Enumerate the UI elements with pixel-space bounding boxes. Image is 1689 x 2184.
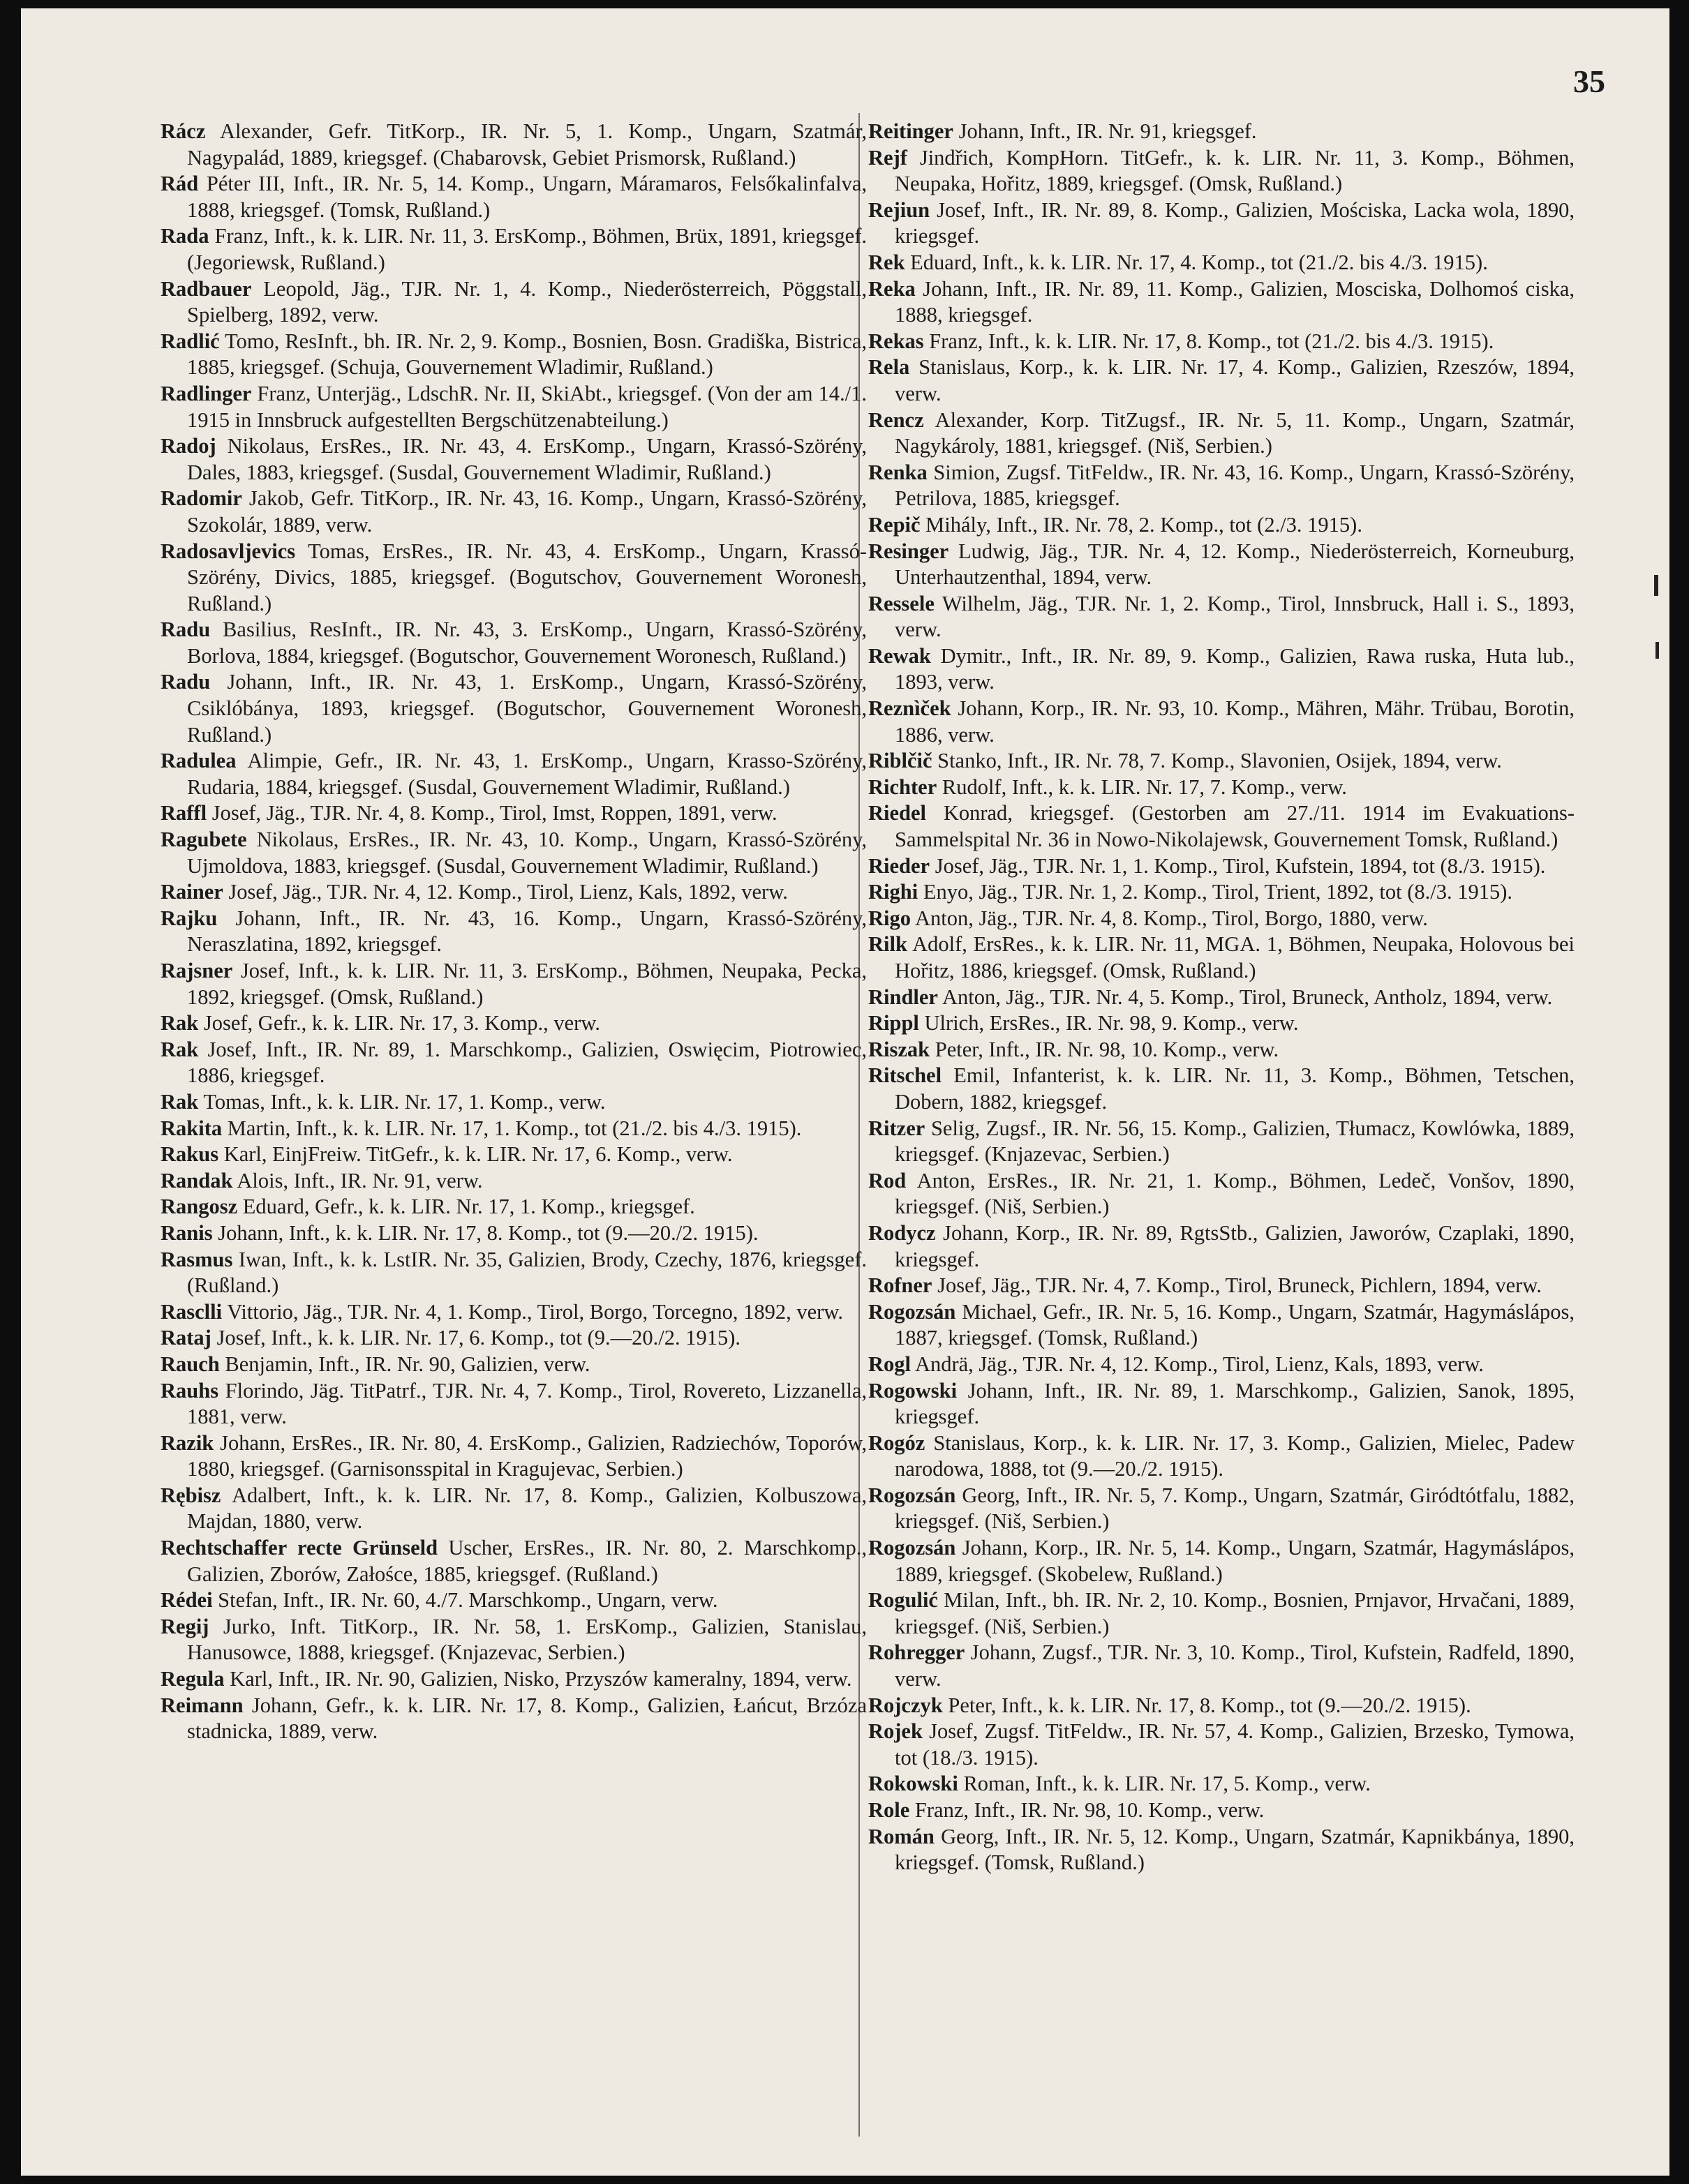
entry-surname: Rogl xyxy=(868,1352,911,1376)
register-entry xyxy=(868,1797,1575,1824)
entry-surname: Radlić xyxy=(161,329,220,353)
entry-surname: Rejiun xyxy=(868,197,930,222)
entry-details: Johann, Inft., IR. Nr. 43, 1. ErsKomp., Ungarn, Krassó-Szörény, Csiklóbánya, 1893, kriegsgef. (Bogutschor, Gouvernement Woronesh, Rußland.) xyxy=(187,670,867,747)
entry-surname: Radulea xyxy=(161,749,237,773)
entry-surname: Rajsner xyxy=(161,959,233,982)
register-entry xyxy=(868,354,1575,407)
entry-surname: Radu xyxy=(161,618,211,642)
entry-surname: Rojczyk xyxy=(868,1693,943,1717)
entry-details: Josef, Jäg., TJR. Nr. 4, 12. Komp., Tirol, Lienz, Kals, 1892, verw. xyxy=(228,880,788,904)
entry-details: Simion, Zugsf. TitFeldw., IR. Nr. 43, 16. Komp., Ungarn, Krassó-Szörény, Petrilova, 1885, kriegsgef. xyxy=(895,460,1575,511)
register-entry xyxy=(161,617,867,669)
entry-surname: Rencz xyxy=(868,407,924,432)
register-entry xyxy=(868,1587,1575,1640)
register-entry xyxy=(868,1483,1575,1535)
entry-details: Karl, EinjFreiw. TitGefr., k. k. LIR. Nr. 17, 6. Komp., verw. xyxy=(223,1142,733,1167)
entry-surname: Rauhs xyxy=(161,1378,219,1403)
entry-details: Stefan, Inft., IR. Nr. 60, 4./7. Marschkomp., Ungarn, verw. xyxy=(218,1588,718,1613)
entry-details: Johann, Inft., IR. Nr. 43, 16. Komp., Ungarn, Krassó-Szörény, Neraszlatina, 1892, kriegsgef. xyxy=(187,906,867,957)
entry-details: Peter, Inft., k. k. LIR. Nr. 17, 8. Komp., tot (9.—20./2. 1915). xyxy=(948,1693,1471,1717)
entry-surname: Rigo xyxy=(868,906,911,930)
entry-details: Alimpie, Gefr., IR. Nr. 43, 1. ErsKomp., Ungarn, Krasso-Szörény, Rudaria, 1884, kriegsgef. (Susdal, Gouvernement Wladimir, Rußland.) xyxy=(187,749,867,799)
entry-details: Stanislaus, Korp., k. k. LIR. Nr. 17, 3. Komp., Galizien, Mielec, Padew narodowa, 1888, tot (9.—20./2. 1915). xyxy=(895,1430,1575,1481)
entry-details: Johann, ErsRes., IR. Nr. 80, 4. ErsKomp., Galizien, Radziechów, Toporów, 1880, kriegsgef. (Garnisonsspital in Kragujevac, Serbien.) xyxy=(187,1430,867,1481)
entry-details: Jurko, Inft. TitKorp., IR. Nr. 58, 1. ErsKomp., Galizien, Stanislau, Hanusowce, 1888, kriegsgef. (Knjazevac, Serbien.) xyxy=(187,1614,867,1665)
entry-surname: Riedel xyxy=(868,801,927,825)
entry-details: Eduard, Gefr., k. k. LIR. Nr. 17, 1. Komp., kriegsgef. xyxy=(242,1195,695,1219)
entry-details: Josef, Gefr., k. k. LIR. Nr. 17, 3. Komp., verw. xyxy=(203,1011,600,1035)
register-entry xyxy=(868,906,1575,932)
entry-details: Johann, Inft., IR. Nr. 91, kriegsgef. xyxy=(958,119,1257,143)
entry-details: Johann, Inft., IR. Nr. 89, 1. Marschkomp., Galizien, Sanok, 1895, kriegsgef. xyxy=(895,1378,1575,1429)
register-entry xyxy=(161,827,867,879)
register-entry xyxy=(868,1168,1575,1220)
entry-details: Martin, Inft., k. k. LIR. Nr. 17, 1. Komp., tot (21./2. bis 4./3. 1915). xyxy=(227,1116,802,1140)
register-entry xyxy=(868,1824,1575,1876)
register-entry xyxy=(161,958,867,1010)
entry-surname: Rofner xyxy=(868,1273,932,1298)
register-entry xyxy=(868,539,1575,591)
entry-surname: Radu xyxy=(161,670,211,694)
entry-details: Rudolf, Inft., k. k. LIR. Nr. 17, 7. Komp., verw. xyxy=(942,775,1347,799)
entry-details: Stanislaus, Korp., k. k. LIR. Nr. 17, 4. Komp., Galizien, Rzeszów, 1894, verw. xyxy=(895,355,1575,405)
entry-details: Adalbert, Inft., k. k. LIR. Nr. 17, 8. Komp., Galizien, Kolbuszowa, Majdan, 1880, verw. xyxy=(187,1483,867,1534)
register-entry xyxy=(161,669,867,748)
register-entry xyxy=(868,879,1575,906)
entry-surname: Rácz xyxy=(161,119,206,143)
scan-edge-mark xyxy=(1654,575,1658,596)
entry-surname: Rakita xyxy=(161,1116,223,1140)
entry-surname: Richter xyxy=(868,775,937,799)
entry-surname: Rasclli xyxy=(161,1299,223,1324)
entry-surname: Radoj xyxy=(161,434,216,458)
entry-surname: Rogulić xyxy=(868,1588,938,1613)
register-entry xyxy=(161,276,867,329)
scan-edge-mark xyxy=(1655,642,1659,659)
entry-surname: Rakus xyxy=(161,1142,219,1167)
entry-surname: Rajku xyxy=(161,906,218,930)
entry-details: Milan, Inft., bh. IR. Nr. 2, 10. Komp., Bosnien, Prnjavor, Hrvačani, 1889, kriegsgef. (Niš, Serbien.) xyxy=(895,1588,1575,1638)
entry-surname: Reka xyxy=(868,276,916,301)
entry-details: Johann, Korp., IR. Nr. 5, 14. Komp., Ungarn, Szatmár, Hagymáslápos, 1889, kriegsgef. (Skobelew, Rußland.) xyxy=(895,1536,1575,1586)
entry-details: Ludwig, Jäg., TJR. Nr. 4, 12. Komp., Niederösterreich, Korneuburg, Unterhautzenthal, 1894, verw. xyxy=(895,539,1575,590)
register-entry xyxy=(161,1247,867,1299)
entry-details: Josef, Inft., k. k. LIR. Nr. 11, 3. ErsKomp., Böhmen, Neupaka, Pecka, 1892, kriegsgef. (Omsk, Rußland.) xyxy=(187,959,867,1009)
entry-details: Anton, Jäg., TJR. Nr. 4, 8. Komp., Tirol, Borgo, 1880, verw. xyxy=(914,906,1428,930)
entry-surname: Rippl xyxy=(868,1011,919,1035)
entry-details: Karl, Inft., IR. Nr. 90, Galizien, Nisko, Przyszów kameralny, 1894, verw. xyxy=(230,1667,852,1691)
entry-details: Adolf, ErsRes., k. k. LIR. Nr. 11, MGA. 1, Böhmen, Neupaka, Holovous bei Hořitz, 1886, kriegsgef. (Omsk, Rußland.) xyxy=(895,932,1575,982)
entry-surname: Rak xyxy=(161,1089,199,1114)
entry-surname: Rindler xyxy=(868,985,938,1009)
entry-details: Emil, Infanterist, k. k. LIR. Nr. 11, 3. Komp., Böhmen, Tetschen, Dobern, 1882, kriegsgef. xyxy=(895,1063,1575,1114)
entry-details: Jakob, Gefr. TitKorp., IR. Nr. 43, 16. Komp., Ungarn, Krassó-Szörény, Szokolár, 1889, verw. xyxy=(187,486,867,537)
register-entry xyxy=(868,696,1575,748)
entry-details: Josef, Jäg., TJR. Nr. 4, 7. Komp., Tirol, Bruneck, Pichlern, 1894, verw. xyxy=(937,1273,1542,1298)
entry-details: Josef, Inft., k. k. LIR. Nr. 17, 6. Komp., tot (9.—20./2. 1915). xyxy=(216,1326,741,1350)
register-entry xyxy=(868,853,1575,880)
entry-details: Johann, Gefr., k. k. LIR. Nr. 17, 8. Komp., Galizien, Łańcut, Brzóza stadnicka, 1889, verw. xyxy=(187,1693,867,1744)
register-entry xyxy=(161,906,867,958)
entry-details: Nikolaus, ErsRes., IR. Nr. 43, 10. Komp., Ungarn, Krassó-Szörény, Ujmoldova, 1883, kriegsgef. (Susdal, Gouvernement Wladimir, Rußland.) xyxy=(187,828,867,878)
entry-details: Eduard, Inft., k. k. LIR. Nr. 17, 4. Komp., tot (21./2. bis 4./3. 1915). xyxy=(910,250,1488,274)
register-entry xyxy=(868,119,1575,145)
register-entry xyxy=(868,1299,1575,1352)
entry-surname: Rejf xyxy=(868,145,907,170)
entry-surname: Raffl xyxy=(161,801,207,825)
entry-surname: Rak xyxy=(161,1037,199,1061)
register-entry xyxy=(868,1352,1575,1378)
entry-surname: Rád xyxy=(161,172,199,196)
entry-details: Wilhelm, Jäg., TJR. Nr. 1, 2. Komp., Tirol, Innsbruck, Hall i. S., 1893, verw. xyxy=(895,591,1575,642)
register-entry xyxy=(161,1693,867,1745)
entry-details: Basilius, ResInft., IR. Nr. 43, 3. ErsKomp., Ungarn, Krassó-Szörény, Borlova, 1884, kriegsgef. (Bogutschor, Gouvernement Woronesch, Rußland.) xyxy=(187,618,867,668)
entry-details: Johann, Korp., IR. Nr. 93, 10. Komp., Mähren, Mähr. Trübau, Borotin, 1886, verw. xyxy=(895,696,1575,747)
entry-surname: Rangosz xyxy=(161,1195,238,1219)
register-entry xyxy=(868,276,1575,329)
entry-surname: Ressele xyxy=(868,591,935,615)
register-entry xyxy=(161,1037,867,1089)
entry-details: Péter III, Inft., IR. Nr. 5, 14. Komp., Ungarn, Máramaros, Felsőkalinfalva, 1888, kriegsgef. (Tomsk, Rußland.) xyxy=(187,172,867,222)
entry-details: Georg, Inft., IR. Nr. 5, 7. Komp., Ungarn, Szatmár, Giródtótfalu, 1882, kriegsgef. (Niš, Serbien.) xyxy=(895,1483,1575,1534)
register-entry xyxy=(161,1614,867,1666)
register-entry xyxy=(868,250,1575,276)
register-entry xyxy=(161,171,867,223)
entry-surname: Radbauer xyxy=(161,276,252,301)
entry-surname: Rela xyxy=(868,355,910,380)
register-entry xyxy=(161,1010,867,1037)
entry-surname: Role xyxy=(868,1798,910,1822)
entry-surname: Razik xyxy=(161,1430,214,1455)
entry-surname: Riszak xyxy=(868,1037,930,1061)
entry-details: Alexander, Gefr. TitKorp., IR. Nr. 5, 1. Komp., Ungarn, Szatmár, Nagypalád, 1889, kriegsgef. (Chabarovsk, Gebiet Prismorsk, Rußland.) xyxy=(187,119,867,170)
entry-details: Anton, ErsRes., IR. Nr. 21, 1. Komp., Böhmen, Ledeč, Vonšov, 1890, kriegsgef. (Niš, Serbien.) xyxy=(895,1168,1575,1219)
register-entry xyxy=(161,800,867,827)
entry-surname: Ranis xyxy=(161,1220,213,1245)
register-entry xyxy=(868,1063,1575,1115)
entry-surname: Rieder xyxy=(868,853,930,878)
register-entry xyxy=(161,1194,867,1220)
register-entry xyxy=(868,985,1575,1011)
register-entry xyxy=(868,591,1575,643)
register-entry xyxy=(868,1010,1575,1037)
entry-surname: Resinger xyxy=(868,539,949,563)
entry-surname: Rauch xyxy=(161,1352,220,1376)
register-entry xyxy=(868,748,1575,775)
entry-details: Anton, Jäg., TJR. Nr. 4, 5. Komp., Tirol, Bruneck, Antholz, 1894, verw. xyxy=(942,985,1553,1009)
register-entry xyxy=(868,1640,1575,1692)
entry-surname: Rogozsán xyxy=(868,1483,956,1507)
entry-details: Stanko, Inft., IR. Nr. 78, 7. Komp., Slavonien, Osijek, 1894, verw. xyxy=(937,749,1502,773)
entry-surname: Rek xyxy=(868,250,905,274)
entry-surname: Ritschel xyxy=(868,1063,942,1088)
register-entry xyxy=(868,932,1575,984)
entry-details: Tomo, ResInft., bh. IR. Nr. 2, 9. Komp., Bosnien, Bosn. Gradiška, Bistrica, 1885, kriegsgef. (Schuja, Gouvernement Wladimir, Rußland.) xyxy=(187,329,867,380)
entry-surname: Rokowski xyxy=(868,1772,958,1796)
entry-surname: Reznìček xyxy=(868,696,951,721)
register-entry xyxy=(868,1693,1575,1719)
register-entry xyxy=(868,197,1575,250)
entry-surname: Rédei xyxy=(161,1588,213,1613)
entry-details: Leopold, Jäg., TJR. Nr. 1, 4. Komp., Niederösterreich, Pöggstall, Spielberg, 1892, verw. xyxy=(187,276,867,327)
entry-details: Johann, Zugsf., TJR. Nr. 3, 10. Komp., Tirol, Kufstein, Radfeld, 1890, verw. xyxy=(895,1640,1575,1691)
entry-surname: Reimann xyxy=(161,1693,244,1717)
entry-details: Konrad, kriegsgef. (Gestorben am 27./11. 1914 im Evakuations-Sammelspital Nr. 36 in Nowo-Nikolajewsk, Gouvernement Tomsk, Rußland.) xyxy=(895,801,1575,852)
entry-details: Johann, Inft., IR. Nr. 89, 11. Komp., Galizien, Mosciska, Dolhomoś ciska, 1888, kriegsgef. xyxy=(895,276,1575,327)
register-entry xyxy=(868,1378,1575,1430)
entry-surname: Rechtschaffer recte Grünseld xyxy=(161,1536,438,1560)
entry-details: Josef, Jäg., TJR. Nr. 4, 8. Komp., Tirol, Imst, Roppen, 1891, verw. xyxy=(211,801,777,825)
entry-surname: Rogozsán xyxy=(868,1299,956,1324)
register-entry xyxy=(868,407,1575,460)
entry-surname: Román xyxy=(868,1824,935,1848)
entry-details: Roman, Inft., k. k. LIR. Nr. 17, 5. Komp., verw. xyxy=(963,1772,1371,1796)
entry-surname: Regula xyxy=(161,1667,225,1691)
register-entry xyxy=(161,1666,867,1693)
entry-surname: Righi xyxy=(868,880,918,904)
register-entry xyxy=(161,381,867,433)
register-entry xyxy=(161,223,867,276)
register-entry xyxy=(161,1325,867,1352)
register-entry xyxy=(868,643,1575,696)
entry-surname: Rogóz xyxy=(868,1430,925,1455)
entry-details: Tomas, ErsRes., IR. Nr. 43, 4. ErsKomp., Ungarn, Krassó-Szörény, Divics, 1885, kriegsgef. (Bogutschov, Gouvernement Woronesh, Rußland.) xyxy=(187,539,867,615)
register-entry xyxy=(868,329,1575,355)
entry-details: Florindo, Jäg. TitPatrf., TJR. Nr. 4, 7. Komp., Tirol, Rovereto, Lizzanella, 1881, verw. xyxy=(187,1378,867,1429)
register-entry xyxy=(868,1430,1575,1483)
entry-details: Vittorio, Jäg., TJR. Nr. 4, 1. Komp., Tirol, Borgo, Torcegno, 1892, verw. xyxy=(227,1299,843,1324)
register-entry xyxy=(161,1220,867,1247)
register-entry xyxy=(868,775,1575,801)
register-entry xyxy=(868,460,1575,512)
entry-details: Iwan, Inft., k. k. LstIR. Nr. 35, Galizien, Brody, Czechy, 1876, kriegsgef. (Rußland.) xyxy=(187,1247,867,1298)
entry-surname: Radosavljevics xyxy=(161,539,296,563)
entry-details: Mihály, Inft., IR. Nr. 78, 2. Komp., tot (2./3. 1915). xyxy=(925,512,1362,537)
register-entry xyxy=(161,1483,867,1535)
register-entry xyxy=(161,748,867,800)
entry-details: Franz, Inft., k. k. LIR. Nr. 17, 8. Komp., tot (21./2. bis 4./3. 1915). xyxy=(929,329,1494,353)
entry-surname: Rębisz xyxy=(161,1483,221,1507)
register-entry xyxy=(868,1273,1575,1299)
entry-details: Josef, Inft., IR. Nr. 89, 1. Marschkomp., Galizien, Oswięcim, Piotrowiec, 1886, kriegsgef. xyxy=(187,1037,867,1088)
register-entry xyxy=(868,1535,1575,1587)
register-entry xyxy=(868,512,1575,539)
register-entry xyxy=(868,800,1575,853)
entry-surname: Repič xyxy=(868,512,921,537)
register-entry xyxy=(161,1535,867,1587)
entry-details: Josef, Zugsf. TitFeldw., IR. Nr. 57, 4. Komp., Galizien, Brzesko, Tymowa, tot (18./3. 1915). xyxy=(895,1719,1575,1770)
entry-details: Josef, Inft., IR. Nr. 89, 8. Komp., Galizien, Mościska, Lacka wola, 1890, kriegsgef. xyxy=(895,197,1575,248)
entry-details: Selig, Zugsf., IR. Nr. 56, 15. Komp., Galizien, Tłumacz, Kowlówka, 1889, kriegsgef. (Knjazevac, Serbien.) xyxy=(895,1116,1575,1167)
register-entry xyxy=(161,1168,867,1195)
register-entry xyxy=(161,1299,867,1326)
entry-details: Johann, Inft., k. k. LIR. Nr. 17, 8. Komp., tot (9.—20./2. 1915). xyxy=(218,1220,759,1245)
entry-details: Ulrich, ErsRes., IR. Nr. 98, 9. Komp., verw. xyxy=(924,1011,1299,1035)
register-entry xyxy=(161,1142,867,1168)
entry-surname: Rohregger xyxy=(868,1640,965,1665)
entry-details: Uscher, ErsRes., IR. Nr. 80, 2. Marschkomp., Galizien, Zborów, Załośce, 1885, kriegsgef. (Rußland.) xyxy=(187,1536,867,1586)
entry-details: Alexander, Korp. TitZugsf., IR. Nr. 5, 11. Komp., Ungarn, Szatmár, Nagykároly, 1881, kriegsgef. (Niš, Serbien.) xyxy=(895,407,1575,458)
entry-details: Andrä, Jäg., TJR. Nr. 4, 12. Komp., Tirol, Lienz, Kals, 1893, verw. xyxy=(914,1352,1484,1376)
register-entry xyxy=(161,329,867,381)
entry-surname: Rojek xyxy=(868,1719,923,1744)
register-entry xyxy=(868,1037,1575,1063)
entry-details: Enyo, Jäg., TJR. Nr. 1, 2. Komp., Tirol, Trient, 1892, tot (8./3. 1915). xyxy=(923,880,1513,904)
register-entry xyxy=(161,1587,867,1614)
entry-surname: Ritzer xyxy=(868,1116,925,1140)
entry-surname: Reitinger xyxy=(868,119,953,143)
register-entry xyxy=(161,433,867,486)
left-column xyxy=(161,119,867,2156)
register-entry xyxy=(868,1771,1575,1797)
entry-surname: Randak xyxy=(161,1168,233,1192)
page-number: 35 xyxy=(1573,63,1605,99)
register-entry xyxy=(161,1116,867,1142)
register-entry xyxy=(868,1116,1575,1168)
entry-details: Johann, Korp., IR. Nr. 89, RgtsStb., Galizien, Jaworów, Czaplaki, 1890, kriegsgef. xyxy=(895,1220,1575,1271)
entry-surname: Rod xyxy=(868,1168,907,1192)
entry-surname: Rekas xyxy=(868,329,924,353)
entry-details: Nikolaus, ErsRes., IR. Nr. 43, 4. ErsKomp., Ungarn, Krassó-Szörény, Dales, 1883, kriegsgef. (Susdal, Gouvernement Wladimir, Rußland.) xyxy=(187,434,867,484)
entry-surname: Rewak xyxy=(868,643,931,668)
register-entry xyxy=(161,539,867,618)
entry-surname: Rainer xyxy=(161,880,223,904)
register-entry xyxy=(868,1719,1575,1771)
entry-details: Peter, Inft., IR. Nr. 98, 10. Komp., verw. xyxy=(935,1037,1279,1061)
register-entry xyxy=(161,879,867,906)
entry-details: Jindřich, KompHorn. TitGefr., k. k. LIR. Nr. 11, 3. Komp., Böhmen, Neupaka, Hořitz, 1889, kriegsgef. (Omsk, Rußland.) xyxy=(895,145,1575,196)
register-entry xyxy=(868,1220,1575,1273)
entry-surname: Rodycz xyxy=(868,1220,936,1245)
register-entry xyxy=(868,145,1575,197)
entry-surname: Renka xyxy=(868,460,928,484)
scanned-page xyxy=(21,8,1669,2176)
register-entry xyxy=(161,1089,867,1116)
register-entry xyxy=(161,1352,867,1378)
entry-surname: Rataj xyxy=(161,1326,211,1350)
entry-details: Benjamin, Inft., IR. Nr. 90, Galizien, verw. xyxy=(225,1352,590,1376)
entry-surname: Rak xyxy=(161,1011,199,1035)
entry-details: Michael, Gefr., IR. Nr. 5, 16. Komp., Ungarn, Szatmár, Hagymáslápos, 1887, kriegsgef. (Tomsk, Rußland.) xyxy=(895,1299,1575,1350)
entry-surname: Ragubete xyxy=(161,828,247,852)
entry-surname: Rada xyxy=(161,224,209,248)
register-entry xyxy=(161,119,867,171)
entry-details: Georg, Inft., IR. Nr. 5, 12. Komp., Ungarn, Szatmár, Kapnikbánya, 1890, kriegsgef. (Tomsk, Rußland.) xyxy=(895,1824,1575,1875)
entry-details: Josef, Jäg., TJR. Nr. 1, 1. Komp., Tirol, Kufstein, 1894, tot (8./3. 1915). xyxy=(935,853,1546,878)
right-column xyxy=(868,119,1575,2156)
register-entry xyxy=(161,486,867,538)
entry-details: Dymitr., Inft., IR. Nr. 89, 9. Komp., Galizien, Rawa ruska, Huta lub., 1893, verw. xyxy=(895,643,1575,694)
entry-surname: Rogozsán xyxy=(868,1536,956,1560)
entry-surname: Regij xyxy=(161,1614,209,1638)
entry-surname: Rilk xyxy=(868,932,907,957)
entry-surname: Riblčič xyxy=(868,749,932,773)
entry-surname: Rasmus xyxy=(161,1247,233,1271)
entry-details: Alois, Inft., IR. Nr. 91, verw. xyxy=(237,1168,483,1192)
entry-surname: Radlinger xyxy=(161,381,252,405)
register-entry xyxy=(161,1378,867,1430)
entry-details: Franz, Inft., k. k. LIR. Nr. 11, 3. ErsKomp., Böhmen, Brüx, 1891, kriegsgef. (Jegoriewsk, Rußland.) xyxy=(187,224,867,274)
entry-details: Tomas, Inft., k. k. LIR. Nr. 17, 1. Komp., verw. xyxy=(203,1089,606,1114)
entry-surname: Rogowski xyxy=(868,1378,958,1403)
entry-details: Franz, Unterjäg., LdschR. Nr. II, SkiAbt., kriegsgef. (Von der am 14./1. 1915 in Innsbruck aufgestellten Bergschützenabteilung.) xyxy=(187,381,867,432)
register-entry xyxy=(161,1430,867,1483)
entry-details: Franz, Inft., IR. Nr. 98, 10. Komp., verw. xyxy=(914,1798,1265,1822)
entry-surname: Radomir xyxy=(161,486,242,511)
